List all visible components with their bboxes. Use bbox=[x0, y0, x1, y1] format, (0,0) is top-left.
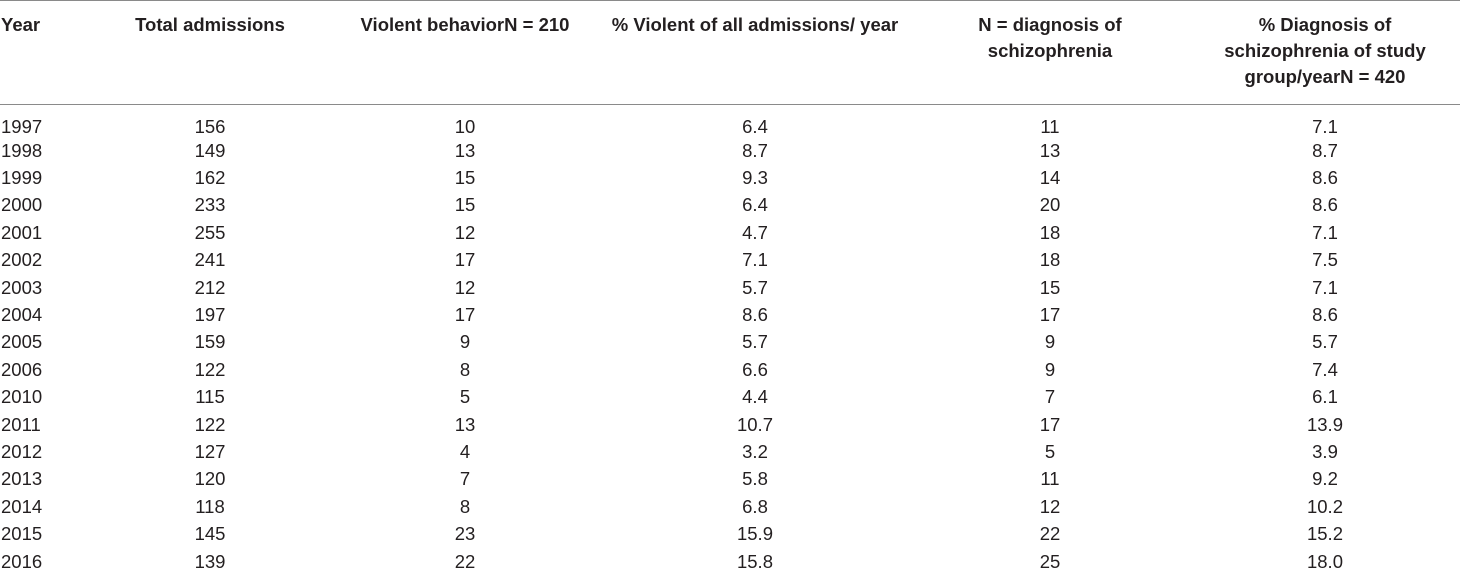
cell-violent-behavior: 12 bbox=[454, 221, 476, 243]
cell-total-admissions: 122 bbox=[194, 358, 226, 380]
cell-percent-violent: 4.4 bbox=[742, 386, 768, 408]
cell-total-admissions: 159 bbox=[194, 331, 226, 353]
cell-percent-violent: 9.3 bbox=[742, 167, 768, 189]
header-percent-violent: % Violent of all admissions/ year bbox=[600, 1, 910, 105]
header-total-admissions: Total admissions bbox=[90, 1, 330, 105]
cell-n-schizophrenia: 20 bbox=[1039, 194, 1061, 216]
table-row bbox=[0, 520, 1460, 547]
cell-total-admissions: 149 bbox=[194, 139, 226, 161]
cell-violent-behavior: 8 bbox=[459, 358, 471, 380]
cell-percent-violent: 5.8 bbox=[742, 468, 768, 490]
cell-violent-behavior: 10 bbox=[454, 116, 476, 137]
cell-percent-schizophrenia: 18.0 bbox=[1306, 550, 1343, 572]
cell-percent-violent: 4.7 bbox=[742, 221, 768, 243]
cell-total-admissions: 212 bbox=[194, 276, 226, 298]
header-year: Year bbox=[0, 1, 90, 105]
cell-year: 1998 bbox=[1, 139, 43, 161]
cell-n-schizophrenia: 13 bbox=[1039, 139, 1061, 161]
cell-year: 2005 bbox=[1, 331, 43, 353]
cell-n-schizophrenia: 14 bbox=[1039, 167, 1061, 189]
cell-n-schizophrenia: 11 bbox=[1040, 116, 1060, 137]
cell-n-schizophrenia: 7 bbox=[1044, 386, 1056, 408]
cell-total-admissions: 118 bbox=[195, 495, 225, 517]
cell-n-schizophrenia: 9 bbox=[1044, 331, 1056, 353]
header-violent-behavior: Violent behaviorN = 210 bbox=[330, 1, 600, 105]
table-row bbox=[0, 356, 1460, 383]
cell-total-admissions: 255 bbox=[194, 221, 226, 243]
cell-year: 2010 bbox=[1, 386, 43, 408]
cell-percent-violent: 7.1 bbox=[742, 249, 768, 271]
cell-violent-behavior: 13 bbox=[454, 139, 476, 161]
cell-percent-schizophrenia: 7.4 bbox=[1312, 358, 1338, 380]
cell-percent-schizophrenia: 7.5 bbox=[1312, 249, 1338, 271]
cell-year: 2004 bbox=[1, 304, 43, 326]
cell-violent-behavior: 22 bbox=[454, 550, 476, 572]
cell-percent-schizophrenia: 13.9 bbox=[1306, 413, 1343, 435]
cell-year: 2002 bbox=[1, 249, 43, 271]
cell-total-admissions: 127 bbox=[194, 440, 226, 462]
cell-violent-behavior: 23 bbox=[454, 523, 476, 545]
cell-percent-schizophrenia: 6.1 bbox=[1312, 386, 1338, 408]
cell-percent-violent: 6.8 bbox=[742, 495, 768, 517]
cell-violent-behavior: 7 bbox=[459, 468, 471, 490]
cell-n-schizophrenia: 17 bbox=[1039, 413, 1061, 435]
table-row bbox=[0, 411, 1460, 438]
table-row bbox=[0, 384, 1460, 411]
cell-percent-schizophrenia: 8.6 bbox=[1312, 167, 1338, 189]
cell-percent-schizophrenia: 10.2 bbox=[1306, 495, 1343, 517]
cell-year: 1997 bbox=[1, 116, 43, 137]
cell-percent-schizophrenia: 8.6 bbox=[1312, 304, 1338, 326]
cell-total-admissions: 122 bbox=[194, 413, 226, 435]
table-row bbox=[0, 548, 1460, 575]
cell-percent-violent: 8.7 bbox=[742, 139, 768, 161]
cell-total-admissions: 162 bbox=[194, 167, 226, 189]
cell-year: 2003 bbox=[1, 276, 43, 298]
table-row bbox=[0, 247, 1460, 274]
cell-year: 1999 bbox=[1, 167, 43, 189]
table-row bbox=[0, 493, 1460, 520]
header-row bbox=[0, 1, 1460, 105]
cell-percent-violent: 5.7 bbox=[742, 276, 768, 298]
table-row bbox=[0, 329, 1460, 356]
cell-percent-schizophrenia: 9.2 bbox=[1312, 468, 1338, 490]
table-row bbox=[0, 192, 1460, 219]
cell-year: 2014 bbox=[1, 495, 43, 517]
cell-percent-schizophrenia: 7.1 bbox=[1312, 276, 1338, 298]
table-row bbox=[0, 466, 1460, 493]
cell-total-admissions: 241 bbox=[194, 249, 226, 271]
cell-violent-behavior: 17 bbox=[454, 249, 476, 271]
cell-violent-behavior: 17 bbox=[454, 304, 476, 326]
cell-n-schizophrenia: 11 bbox=[1040, 468, 1060, 490]
table-row bbox=[0, 164, 1460, 191]
cell-total-admissions: 197 bbox=[194, 304, 226, 326]
cell-year: 2016 bbox=[1, 550, 43, 572]
cell-violent-behavior: 9 bbox=[459, 331, 471, 353]
cell-violent-behavior: 8 bbox=[459, 495, 471, 517]
cell-percent-schizophrenia: 8.7 bbox=[1312, 139, 1338, 161]
cell-percent-violent: 6.4 bbox=[742, 194, 768, 216]
table-row bbox=[0, 301, 1460, 328]
header-percent-schizophrenia: % Diagnosis of schizophrenia of study group/yearN = 420 bbox=[1190, 1, 1460, 105]
cell-total-admissions: 156 bbox=[194, 116, 226, 137]
cell-violent-behavior: 5 bbox=[459, 386, 471, 408]
table-row bbox=[0, 219, 1460, 246]
cell-year: 2000 bbox=[1, 194, 43, 216]
cell-percent-violent: 8.6 bbox=[742, 304, 768, 326]
cell-n-schizophrenia: 12 bbox=[1039, 495, 1061, 517]
table-row bbox=[0, 105, 1460, 138]
cell-year: 2015 bbox=[1, 523, 43, 545]
cell-percent-schizophrenia: 3.9 bbox=[1312, 440, 1338, 462]
cell-percent-violent: 5.7 bbox=[742, 331, 768, 353]
cell-percent-violent: 6.4 bbox=[742, 116, 768, 137]
cell-n-schizophrenia: 9 bbox=[1044, 358, 1056, 380]
cell-percent-schizophrenia: 5.7 bbox=[1312, 331, 1338, 353]
header-n-schizophrenia: N = diagnosis of schizophrenia bbox=[910, 1, 1190, 105]
table-row bbox=[0, 274, 1460, 301]
cell-n-schizophrenia: 18 bbox=[1039, 249, 1061, 271]
cell-year: 2013 bbox=[1, 468, 43, 490]
cell-total-admissions: 120 bbox=[194, 468, 226, 490]
cell-n-schizophrenia: 18 bbox=[1039, 221, 1061, 243]
cell-percent-schizophrenia: 7.1 bbox=[1312, 221, 1338, 243]
cell-total-admissions: 139 bbox=[194, 550, 226, 572]
cell-violent-behavior: 15 bbox=[454, 167, 476, 189]
cell-violent-behavior: 15 bbox=[454, 194, 476, 216]
cell-percent-schizophrenia: 15.2 bbox=[1306, 523, 1343, 545]
cell-violent-behavior: 12 bbox=[454, 276, 476, 298]
cell-percent-violent: 10.7 bbox=[736, 413, 773, 435]
cell-year: 2011 bbox=[1, 413, 41, 435]
cell-percent-schizophrenia: 7.1 bbox=[1312, 116, 1338, 137]
cell-total-admissions: 233 bbox=[194, 194, 226, 216]
cell-percent-schizophrenia: 8.6 bbox=[1312, 194, 1338, 216]
table-header bbox=[0, 1, 1460, 105]
cell-n-schizophrenia: 5 bbox=[1044, 440, 1056, 462]
table-row bbox=[0, 137, 1460, 164]
cell-percent-violent: 15.8 bbox=[736, 550, 773, 572]
cell-violent-behavior: 13 bbox=[454, 413, 476, 435]
table-body bbox=[0, 105, 1460, 576]
table-row bbox=[0, 438, 1460, 465]
cell-year: 2006 bbox=[1, 358, 43, 380]
cell-n-schizophrenia: 25 bbox=[1039, 550, 1061, 572]
cell-violent-behavior: 4 bbox=[459, 440, 471, 462]
cell-percent-violent: 15.9 bbox=[736, 523, 773, 545]
cell-n-schizophrenia: 17 bbox=[1039, 304, 1061, 326]
cell-total-admissions: 145 bbox=[194, 523, 226, 545]
cell-n-schizophrenia: 22 bbox=[1039, 523, 1061, 545]
cell-percent-violent: 6.6 bbox=[742, 358, 768, 380]
cell-year: 2012 bbox=[1, 440, 43, 462]
cell-n-schizophrenia: 15 bbox=[1039, 276, 1061, 298]
cell-percent-violent: 3.2 bbox=[742, 440, 768, 462]
cell-total-admissions: 115 bbox=[195, 386, 225, 408]
cell-year: 2001 bbox=[1, 221, 43, 243]
